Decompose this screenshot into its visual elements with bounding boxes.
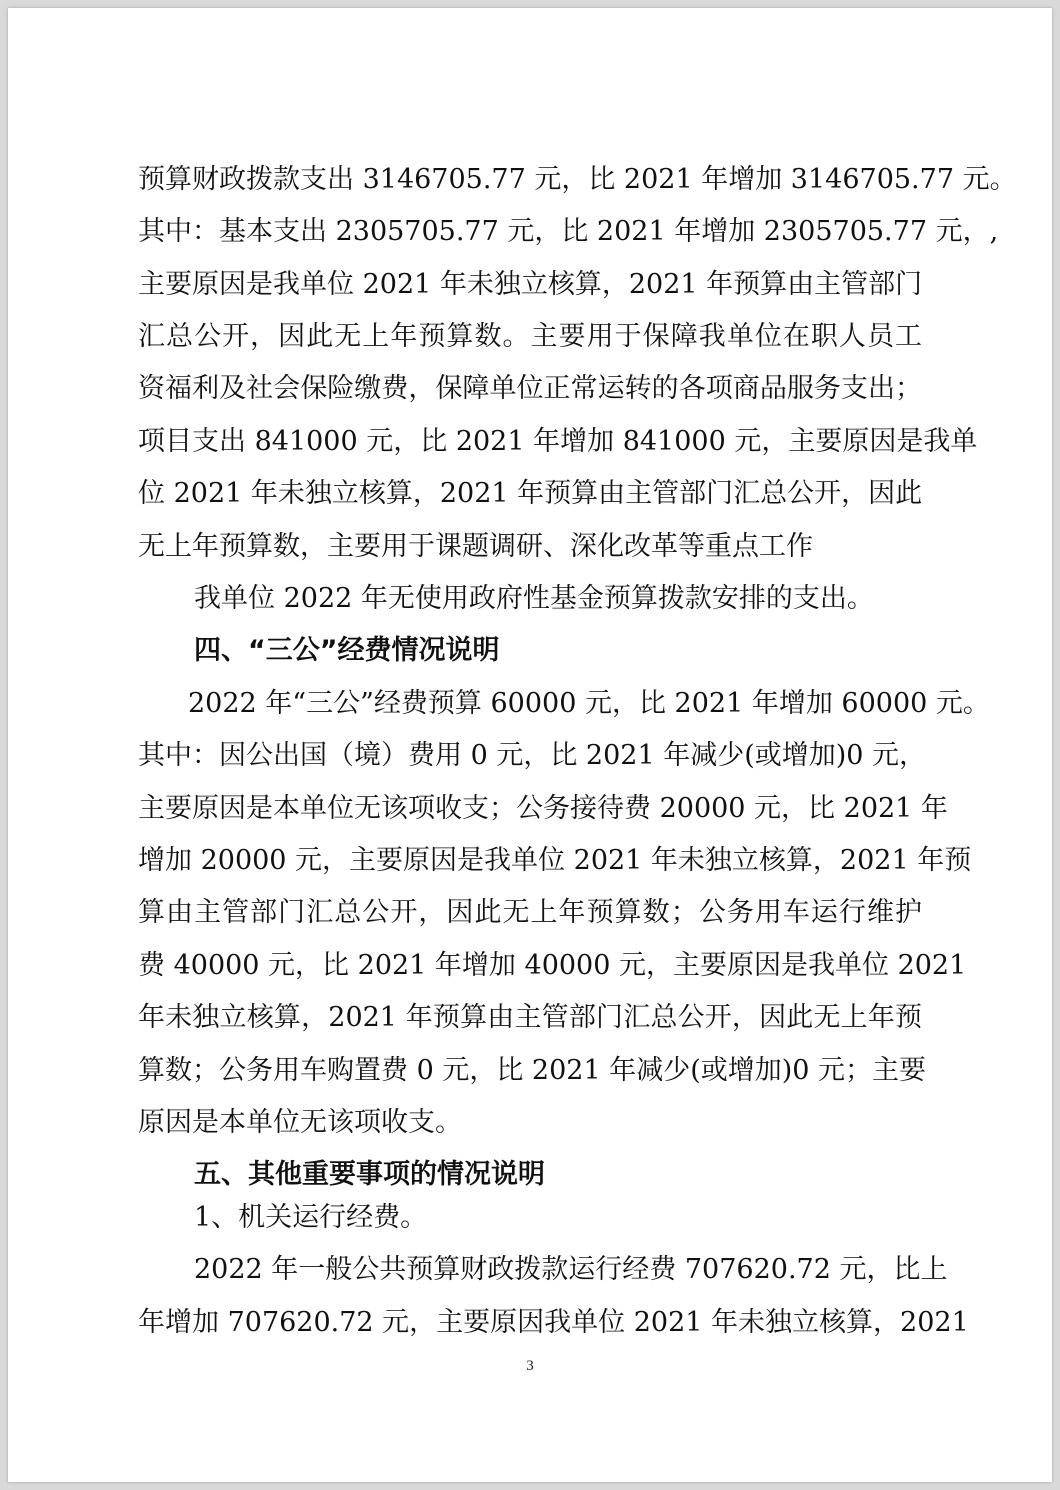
text-line: 算由主管部门汇总公开，因此无上年预算数；公务用车运行维护 [138,897,922,928]
text-line: 无上年预算数，主要用于课题调研、深化改革等重点工作 [138,531,813,562]
text-line: 预算财政拨款支出 3146705.77 元，比 2021 年增加 3146705.77 元。 [138,164,1017,195]
text-line: 年未独立核算，2021 年预算由主管部门汇总公开，因此无上年预 [138,1002,922,1033]
text-line: 原因是本单位无该项收支。 [138,1107,462,1138]
text-line: 汇总公开，因此无上年预算数。主要用于保障我单位在职人员工 [138,321,922,352]
text-line: 其中：基本支出 2305705.77 元，比 2021 年增加 2305705.77 元，, [138,216,999,247]
text-line: 2022 年一般公共预算财政拨款运行经费 707620.72 元，比上 [194,1254,948,1285]
text-line: 算数；公务用车购置费 0 元，比 2021 年减少(或增加)0 元；主要 [138,1055,927,1086]
text-line: 我单位 2022 年无使用政府性基金预算拨款安排的支出。 [194,583,874,614]
page-number: 3 [526,1358,534,1374]
text-line: 2022 年“三公”经费预算 60000 元，比 2021 年增加 60000 元。 [188,688,990,719]
text-line: 资福利及社会保险缴费，保障单位正常运转的各项商品服务支出； [138,373,922,404]
section-heading: 四、“三公”经费情况说明 [194,635,500,666]
text-line: 主要原因是我单位 2021 年未独立核算，2021 年预算由主管部门 [138,269,923,300]
document-page [8,8,1052,1482]
text-line: 1、机关运行经费。 [194,1202,428,1233]
text-line: 主要原因是本单位无该项收支；公务接待费 20000 元，比 2021 年 [138,793,948,824]
text-line: 位 2021 年未独立核算，2021 年预算由主管部门汇总公开，因此 [138,478,923,509]
text-line: 增加 20000 元，主要原因是我单位 2021 年未独立核算，2021 年预 [138,845,972,876]
text-line: 费 40000 元，比 2021 年增加 40000 元，主要原因是我单位 2021 [138,950,967,981]
text-line: 其中：因公出国（境）费用 0 元，比 2021 年减少(或增加)0 元， [138,740,927,771]
text-line: 年增加 707620.72 元，主要原因我单位 2021 年未独立核算，2021 [138,1307,969,1338]
section-heading: 五、其他重要事项的情况说明 [194,1159,545,1190]
text-line: 项目支出 841000 元，比 2021 年增加 841000 元，主要原因是我单 [138,426,978,457]
